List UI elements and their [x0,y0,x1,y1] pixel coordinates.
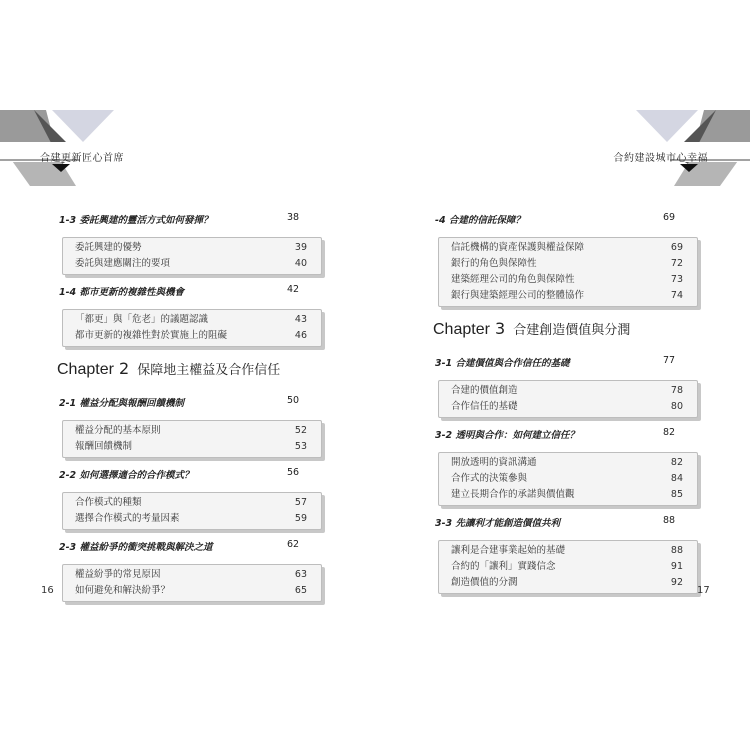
section-page-number: 38 [287,212,300,223]
section-title: -4 合建的信託保障？ [435,215,525,226]
toc-entry-page: 73 [670,274,683,285]
toc-entry-title: 銀行的角色與保障性 [451,258,537,269]
section-heading [59,467,328,483]
toc-entry-title: 「都更」與「危老」的議題認識 [75,314,209,325]
toc-entry [63,256,321,272]
toc-entry-title: 建築經理公司的角色與保障性 [451,274,575,285]
chapter-number: 3 [495,319,506,338]
toc-entry-title: 開放透明的資訊溝通 [451,457,537,468]
toc-entry-page: 63 [294,569,307,580]
toc-entry-page: 78 [670,385,683,396]
toc-entry [63,567,321,583]
section-title: 1-3 委託興建的靈活方式如何發揮？ [59,215,213,226]
section-page-number: 69 [663,212,676,223]
toc-entry-title: 如何避免和解決紛爭？ [75,585,171,596]
toc-item-group [438,380,698,418]
toc-entry [439,543,697,559]
section-heading [59,284,328,300]
section-title: 3-1 合建價值與合作信任的基礎 [435,358,570,369]
section-heading [435,427,704,443]
toc-entry-title: 合作式的決策參與 [451,473,528,484]
section-title: 1-4 都市更新的複雜性與機會 [59,287,184,298]
toc-entry [63,423,321,439]
toc-item-group [62,492,322,530]
toc-entry-title: 合作信任的基礎 [451,401,518,412]
toc-entry-page: 72 [670,258,683,269]
section-page-number: 88 [663,515,676,526]
section-page-number: 42 [287,284,300,295]
toc-entry [439,399,697,415]
toc-entry [439,288,697,304]
toc-entry-page: 88 [670,545,683,556]
toc-entry-page: 82 [670,457,683,468]
toc-item-group [438,540,698,594]
toc-entry-page: 40 [294,258,307,269]
section-page-number: 50 [287,395,300,406]
toc-entry-page: 57 [294,497,307,508]
corner-decoration-right [632,108,750,188]
toc-entry [63,312,321,328]
toc-entry-title: 權益紛爭的常見原因 [75,569,161,580]
chapter-title: 合建創造價值與分潤 [513,323,631,338]
section-page-number: 62 [287,539,300,550]
toc-entry-title: 銀行與建築經理公司的整體協作 [451,290,585,301]
running-head-left: 合建更新匠心首席 [40,153,124,164]
toc-entry-page: 65 [294,585,307,596]
toc-entry [439,256,697,272]
section-heading [59,212,328,228]
toc-item-group [438,237,698,307]
toc-entry [63,495,321,511]
toc-entry [439,272,697,288]
toc-entry [63,328,321,344]
toc-entry-page: 69 [670,242,683,253]
running-head-right: 合約建設城市心幸福 [613,153,708,164]
toc-entry [439,487,697,503]
toc-entry-title: 信託機構的資產保護與權益保障 [451,242,585,253]
toc-entry-page: 85 [670,489,683,500]
toc-entry-page: 59 [294,513,307,524]
section-heading [59,395,328,411]
toc-entry-title: 創造價值的分潤 [451,577,518,588]
toc-right-page [432,212,704,603]
section-heading [59,539,328,555]
chapter-label: Chapter [57,361,114,378]
toc-entry-page: 91 [670,561,683,572]
toc-entry-title: 委託興建的優勢 [75,242,142,253]
toc-entry-title: 權益分配的基本原則 [75,425,161,436]
chapter-number: 2 [119,359,130,378]
toc-item-group [438,452,698,506]
toc-item-group [62,309,322,347]
toc-entry-page: 80 [670,401,683,412]
toc-entry-title: 報酬回饋機制 [75,441,133,452]
section-page-number: 77 [663,355,676,366]
chapter-label: Chapter [433,321,490,338]
toc-entry-page: 92 [670,577,683,588]
toc-entry [439,383,697,399]
toc-entry-page: 39 [294,242,307,253]
toc-entry-page: 43 [294,314,307,325]
toc-item-group [62,564,322,602]
section-heading [435,212,704,228]
chapter-title: 保障地主權益及合作信任 [137,363,281,378]
section-title: 3-3 先讓利才能創造價值共利 [435,518,560,529]
toc-entry-title: 讓利是合建事業起始的基礎 [451,545,566,556]
toc-entry [439,559,697,575]
section-heading [435,355,704,371]
chapter-heading [433,319,704,343]
section-title: 2-1 權益分配與報酬回饋機制 [59,398,184,409]
toc-entry [439,575,697,591]
toc-entry [63,240,321,256]
toc-entry-page: 74 [670,290,683,301]
section-title: 3-2 透明與合作：如何建立信任？ [435,430,579,441]
section-heading [435,515,704,531]
page-number-left: 16 [41,585,54,596]
toc-entry-page: 53 [294,441,307,452]
toc-entry-page: 52 [294,425,307,436]
toc-item-group [62,237,322,275]
toc-entry-title: 委託與建應關注的要項 [75,258,171,269]
toc-entry-title: 合建的價值創造 [451,385,518,396]
toc-item-group [62,420,322,458]
toc-entry-title: 合約的「讓利」實踐信念 [451,561,556,572]
toc-entry-page: 84 [670,473,683,484]
toc-left-page [56,212,328,611]
toc-entry [63,511,321,527]
toc-entry [439,455,697,471]
toc-entry [63,583,321,599]
toc-entry-title: 都市更新的複雜性對於實施上的阻礙 [75,330,228,341]
toc-entry-title: 建立長期合作的承諾與價值觀 [451,489,575,500]
section-page-number: 56 [287,467,300,478]
section-title: 2-3 權益紛爭的衝突挑戰與解決之道 [59,542,213,553]
section-title: 2-2 如何選擇適合的合作模式？ [59,470,194,481]
section-page-number: 82 [663,427,676,438]
toc-entry [439,471,697,487]
toc-entry [439,240,697,256]
toc-entry-title: 選擇合作模式的考量因素 [75,513,180,524]
toc-entry [63,439,321,455]
chapter-heading [57,359,328,383]
toc-entry-title: 合作模式的種類 [75,497,142,508]
corner-decoration-left [0,108,118,188]
page-number-right: 17 [697,585,710,596]
toc-entry-page: 46 [294,330,307,341]
